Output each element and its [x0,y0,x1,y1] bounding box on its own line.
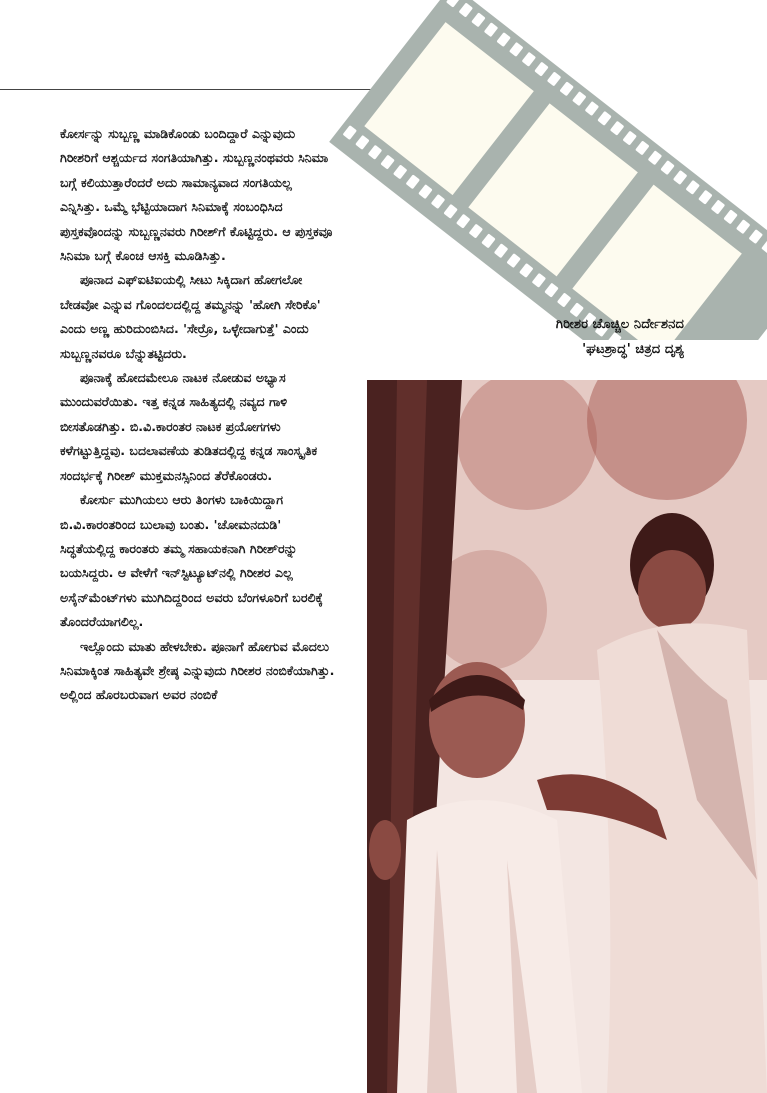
photo-caption [440,312,684,362]
caption-line-2: 'ಘಟಶ್ರಾದ್ಧ' ಚಿತ್ರದ ದೃಶ್ಯ [582,342,684,357]
paragraph-1: ಕೋರ್ಸನ್ನು ಸುಬ್ಬಣ್ಣ ಮಾಡಿಕೊಂಡು ಬಂದಿದ್ದಾರೆ ಎನ್ನುವುದು ಗಿರೀಶರಿಗೆ ಆಶ್ಚರ್ಯದ ಸಂಗತಿಯಾಗಿತ್ತು. ಸುಬ್ಬಣ್ಣನಂಥವರು ಸಿನಿಮಾ ಬಗ್ಗೆ ಕಲಿಯುತ್ತಾರೆಂದರೆ ಅದು ಸಾಮಾನ್ಯವಾದ ಸಂಗತಿಯಲ್ಲ ಎನ್ನಿಸಿತ್ತು. ಒಮ್ಮೆ ಭೆಟ್ಟಿಯಾದಾಗ ಸಿನಿಮಾಕ್ಕೆ ಸಂಬಂಧಿಸಿದ ಪುಸ್ತಕವೊಂದನ್ನು ಸುಬ್ಬಣ್ಣನವರು ಗಿರೀಶ್‌ಗೆ ಕೊಟ್ಟಿದ್ದರು. ಆ ಪುಸ್ತಕವೂ ಸಿನಿಮಾ ಬಗ್ಗೆ ಕೊಂಚ ಆಸಕ್ತಿ ಮೂಡಿಸಿತ್ತು. [60,126,333,264]
paragraph-5: ಇಲ್ಲೊಂದು ಮಾತು ಹೇಳಬೇಕು. ಪೂನಾಗೆ ಹೋಗುವ ಮೊದಲು ಸಿನಿಮಾಕ್ಕಿಂತ ಸಾಹಿತ್ಯವೇ ಶ್ರೇಷ್ಠ ಎನ್ನುವುದು ಗಿರೀಶರ ನಂಬಿಕೆಯಾಗಿತ್ತು. ಅಲ್ಲಿಂದ ಹೊರಬರುವಾಗ ಅವರ ನಂಬಿಕೆ [60,638,335,703]
paragraph-2: ಪೂನಾದ ಎಫ್‌ಐಟಿಐಯಲ್ಲಿ ಸೀಟು ಸಿಕ್ಕಿದಾಗ ಹೋಗಲೋ ಬೇಡವೋ ಎನ್ನುವ ಗೊಂದಲದಲ್ಲಿದ್ದ ತಮ್ಮನನ್ನು 'ಹೋಗಿ ಸೇರಿಕೊ' ಎಂದು ಅಣ್ಣ ಹುರಿದುಂಬಿಸಿದ. 'ಸೇರ್ರೊ, ಒಳ್ಳೇದಾಗುತ್ತೆ' ಎಂದು ಸುಬ್ಬಣ್ಣನವರೂ ಬೆನ್ನುತಟ್ಟಿದರು. [60,272,321,361]
caption-line-1: ಗಿರೀಶರ ಚೊಚ್ಚಿಲ ನಿರ್ದೇಶನದ [555,317,684,332]
article-body [60,122,335,708]
film-still-photo [367,380,767,1093]
paragraph-4: ಕೋರ್ಸು ಮುಗಿಯಲು ಆರು ತಿಂಗಳು ಬಾಕಿಯಿದ್ದಾಗ ಬಿ.ವಿ.ಕಾರಂತರಿಂದ ಬುಲಾವು ಬಂತು. 'ಚೋಮನದುಡಿ' ಸಿದ್ಧತೆಯಲ್ಲಿದ್ದ ಕಾರಂತರು ತಮ್ಮ ಸಹಾಯಕನಾಗಿ ಗಿರೀಶ್‌ರನ್ನು ಬಯಸಿದ್ದರು. ಆ ವೇಳೆಗೆ ಇನ್‌ಸ್ಟಿಟ್ಯೂಟ್‌ನಲ್ಲಿ ಗಿರೀಶರ ಎಲ್ಲ ಅಸೈನ್‌ಮೆಂಟ್‌ಗಳು ಮುಗಿದಿದ್ದರಿಂದ ಅವರು ಬೆಂಗಳೂರಿಗೆ ಬರಲಿಕ್ಕೆ ತೊಂದರೆಯಾಗಲಿಲ್ಲ. [60,492,323,630]
paragraph-3: ಪೂನಾಕ್ಕೆ ಹೋದಮೇಲೂ ನಾಟಕ ನೋಡುವ ಅಭ್ಯಾಸ ಮುಂದುವರೆಯಿತು. ಇತ್ತ ಕನ್ನಡ ಸಾಹಿತ್ಯದಲ್ಲಿ ನವ್ಯದ ಗಾಳಿ ಬೀಸತೊಡಗಿತ್ತು. ಬಿ.ವಿ.ಕಾರಂತರ ನಾಟಕ ಪ್ರಯೋಗಗಳು ಕಳೆಗಟ್ಟುತ್ತಿದ್ದವು. ಬದಲಾವಣೆಯ ತುಡಿತದಲ್ಲಿದ್ದ ಕನ್ನಡ ಸಾಂಸ್ಕೃತಿಕ ಸಂದರ್ಭಕ್ಕೆ ಗಿರೀಶ್ ಮುಕ್ತಮನಸ್ಸಿನಿಂದ ತೆರೆಕೊಂಡರು. [60,370,318,483]
